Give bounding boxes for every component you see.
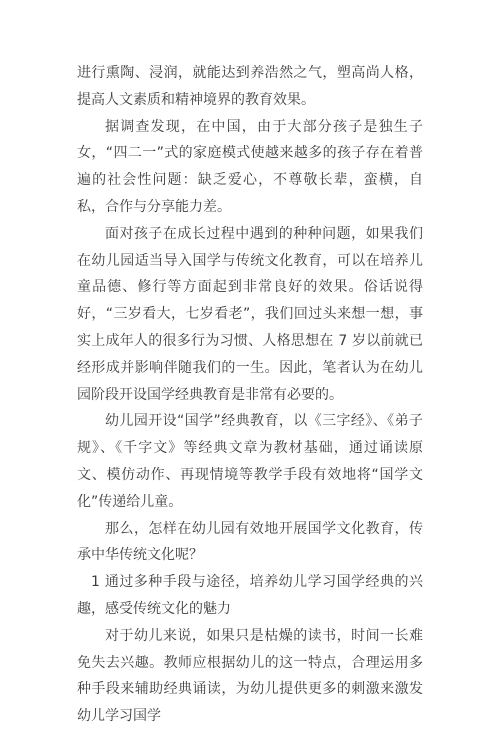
paragraph-curriculum: 幼儿园开设“国学”经典教育，以《三字经》、《弟子规》、《千字文》等经典文章为教材基础，通过诵读原文、模仿动作、再现情境等教学手段有效地将“国学文化”传递给儿童。 [77, 413, 423, 510]
paragraph-continuation: 进行熏陶、浸润，就能达到养浩然之气，塑高尚人格，提高人文素质和精神境界的教育效果。 [77, 65, 423, 108]
paragraph-final: 对于幼儿来说，如果只是枯燥的读书，时间一长难免失去兴趣。教师应根据幼儿的这一特点，合理运用多种手段来辅助经典诵读，为幼儿提供更多的刺激来激发幼儿学习国学 [77, 627, 423, 725]
section-heading: 1 通过多种手段与途径，培养幼儿学习国学经典的兴趣，感受传统文化的魅力 [77, 574, 423, 617]
paragraph-question: 那么，怎样在幼儿园有效地开展国学文化教育，传承中华传统文化呢？ [77, 520, 423, 564]
paragraph-problems: 面对孩子在成长过程中遇到的种种问题，如果我们在幼儿园适当导入国学与传统文化教育，可以在培养儿童品德、修行等方面起到非常良好的效果。俗话说得好，“三岁看大，七岁看老”，我们回过头来想一想，事实上成年人的很多行为习惯、人格思想在 7 岁以前就已经形成并影响伴随我们的一生。因此，笔者认为在幼儿园阶段开设国学经典教育是非常有必要的。 [77, 225, 423, 403]
paragraph-survey: 据调查发现，在中国，由于大部分孩子是独生子女，“四二一”式的家庭模式使越来越多的孩子存在着普遍的社会性问题：缺乏爱心，不尊敬长辈，蛮横，自私，合作与分享能力差。 [77, 118, 423, 215]
document-body [77, 60, 423, 730]
